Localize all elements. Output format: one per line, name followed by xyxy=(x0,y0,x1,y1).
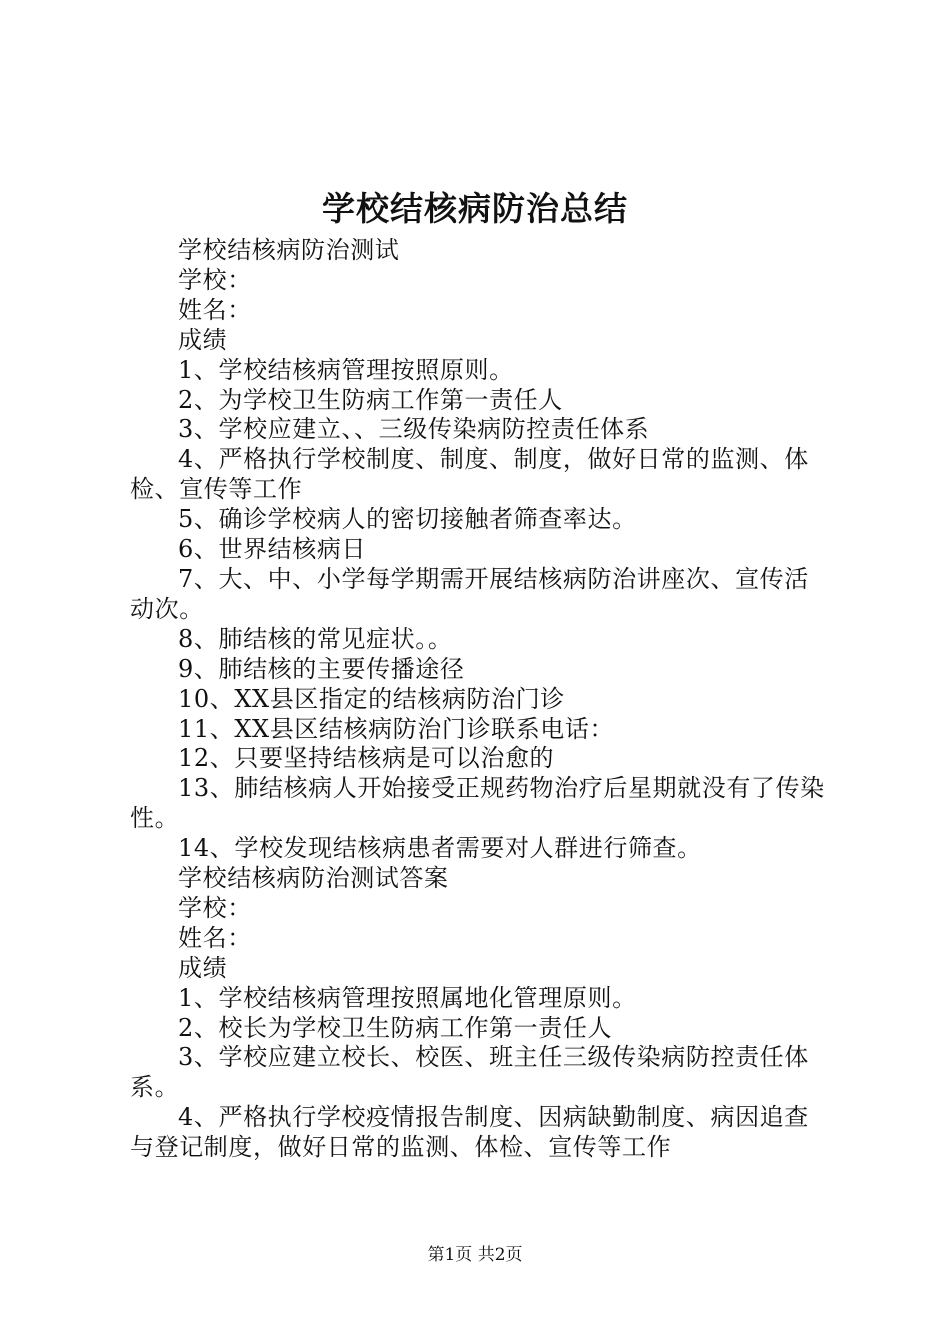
paragraph: 11、XX县区结核病防治门诊联系电话： xyxy=(178,714,615,743)
paragraph: 2、为学校卫生防病工作第一责任人 xyxy=(178,385,563,414)
paragraph: 10、XX县区指定的结核病防治门诊 xyxy=(178,684,565,713)
paragraph: 3、学校应建立、、三级传染病防控责任体系 xyxy=(178,415,650,444)
paragraph: 姓名： xyxy=(178,295,252,324)
document-title: 学校结核病防治总结 xyxy=(322,189,628,228)
paragraph: 1、学校结核病管理按照属地化管理原则。 xyxy=(178,983,637,1012)
paragraph: 6、世界结核病日 xyxy=(178,535,367,564)
document-body xyxy=(130,236,830,1163)
paragraph: 7、大、中、小学每学期需开展结核病防治讲座次、宣传活动次。 xyxy=(130,564,809,623)
paragraph: 9、肺结核的主要传播途径 xyxy=(178,654,465,683)
paragraph: 5、确诊学校病人的密切接触者筛查率达。 xyxy=(178,505,637,534)
paragraph: 14、学校发现结核病患者需要对人群进行筛查。 xyxy=(178,834,702,863)
paragraph: 姓名： xyxy=(178,923,252,952)
paragraph: 4、严格执行学校制度、制度、制度，做好日常的监测、体检、宣传等工作 xyxy=(130,445,809,504)
paragraph: 2、校长为学校卫生防病工作第一责任人 xyxy=(178,1013,613,1042)
paragraph: 学校： xyxy=(178,893,252,922)
paragraph: 成绩 xyxy=(178,325,228,354)
paragraph: 4、严格执行学校疫情报告制度、因病缺勤制度、病因追查与登记制度，做好日常的监测、体检、宣传等工作 xyxy=(130,1103,809,1162)
paragraph: 13、肺结核病人开始接受正规药物治疗后星期就没有了传染性。 xyxy=(130,774,825,833)
paragraph: 学校结核病防治测试答案 xyxy=(178,864,449,893)
paragraph: 1、学校结核病管理按照原则。 xyxy=(178,355,514,384)
paragraph: 8、肺结核的常见症状。。 xyxy=(178,624,453,653)
paragraph: 3、学校应建立校长、校医、班主任三级传染病防控责任体系。 xyxy=(130,1043,809,1102)
paragraph: 12、只要坚持结核病是可以治愈的 xyxy=(178,744,555,773)
paragraph: 成绩 xyxy=(178,953,228,982)
paragraph: 学校结核病防治测试 xyxy=(178,236,400,264)
paragraph: 学校： xyxy=(178,265,252,294)
page-number-footer: 第1页 共2页 xyxy=(427,1245,523,1265)
